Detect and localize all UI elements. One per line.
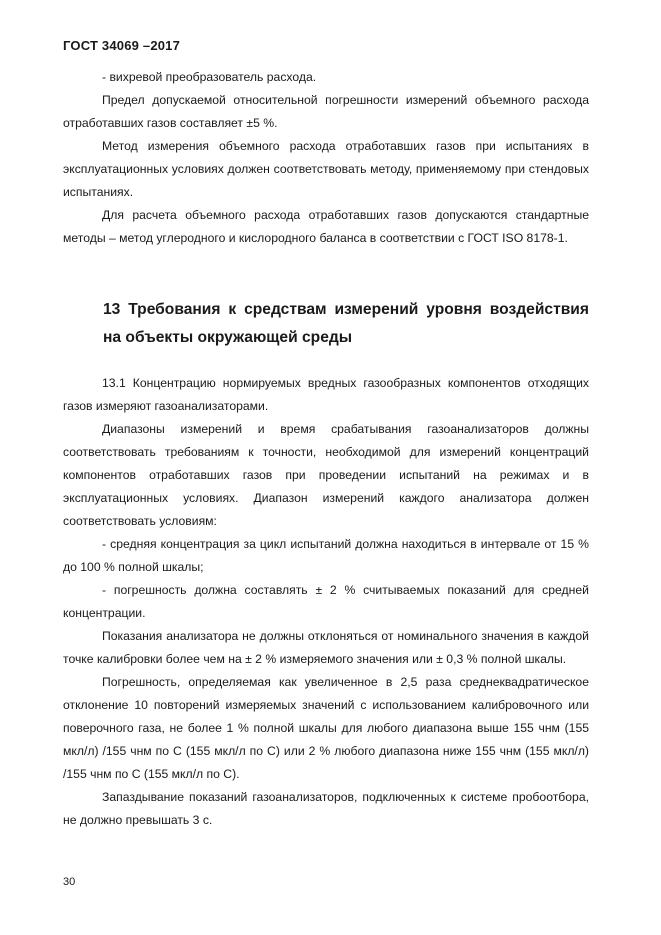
page-number: 30 [63, 876, 76, 888]
paragraph-13-1: 13.1 Концентрацию нормируемых вредных газообразных компонентов отходящих газов измеряют газоанализаторами. [63, 376, 589, 413]
text-block-lower [63, 372, 589, 832]
list-item-error: - погрешность должна составлять ± 2 % считываемых показаний для средней концентрации. [63, 583, 589, 620]
list-item-average-concentration: - средняя концентрация за цикл испытаний должна находиться в интервале от 15 % до 100 % полной шкалы; [63, 537, 589, 574]
paragraph-analyzer-deviation: Показания анализатора не должны отклоняться от номинального значения в каждой точке калибровки более чем на ± 2 % измеряемого значения или ± 0,3 % полной шкалы. [63, 629, 589, 666]
paragraph-flow-error-limit: Предел допускаемой относительной погрешности измерений объемного расхода отработавших газов составляет ±5 %. [63, 93, 589, 130]
paragraph-measurement-ranges: Диапазоны измерений и время срабатывания газоанализаторов должны соответствовать требованиям к точности, необходимой для измерений концентраций компонентов отработавших газов при проведении испытаний на режимах и в эксплуатационных условиях. Диапазон измерений каждого анализатора должен соответствовать условиям: [63, 422, 589, 528]
paragraph-calculation-methods: Для расчета объемного расхода отработавших газов допускаются стандартные методы – метод углеродного и кислородного баланса в соответствии с ГОСТ ISO 8178-1. [63, 208, 589, 245]
paragraph-response-delay: Запаздывание показаний газоанализаторов, подключенных к системе пробоотбора, не должно превышать 3 с. [63, 790, 589, 827]
section-heading: 13 Требования к средствам измерений уровня воздействия на объекты окружающей среды [103, 301, 589, 346]
paragraph-measurement-method: Метод измерения объемного расхода отработавших газов при испытаниях в эксплуатационных условиях должен соответствовать методу, применяемому при стендовых испытаниях. [63, 139, 589, 199]
document-header: ГОСТ 34069 –2017 [63, 38, 181, 53]
text-block-upper [63, 66, 589, 250]
paragraph-repeatability-error: Погрешность, определяемая как увеличенное в 2,5 раза среднеквадратическое отклонение 10 повторений измеряемых значений с использованием калибровочного или поверочного газа, не более 1 % полной шкалы для любого диапазона выше 155 чнм (155 мкл/л) /155 чнм по С (155 мкл/л по С) или 2 % любого диапазона ниже 155 чнм (155 мкл/л) /155 чнм по С (155 мкл/л по С). [63, 675, 589, 781]
paragraph-vortex-converter: - вихревой преобразователь расхода. [102, 70, 317, 84]
